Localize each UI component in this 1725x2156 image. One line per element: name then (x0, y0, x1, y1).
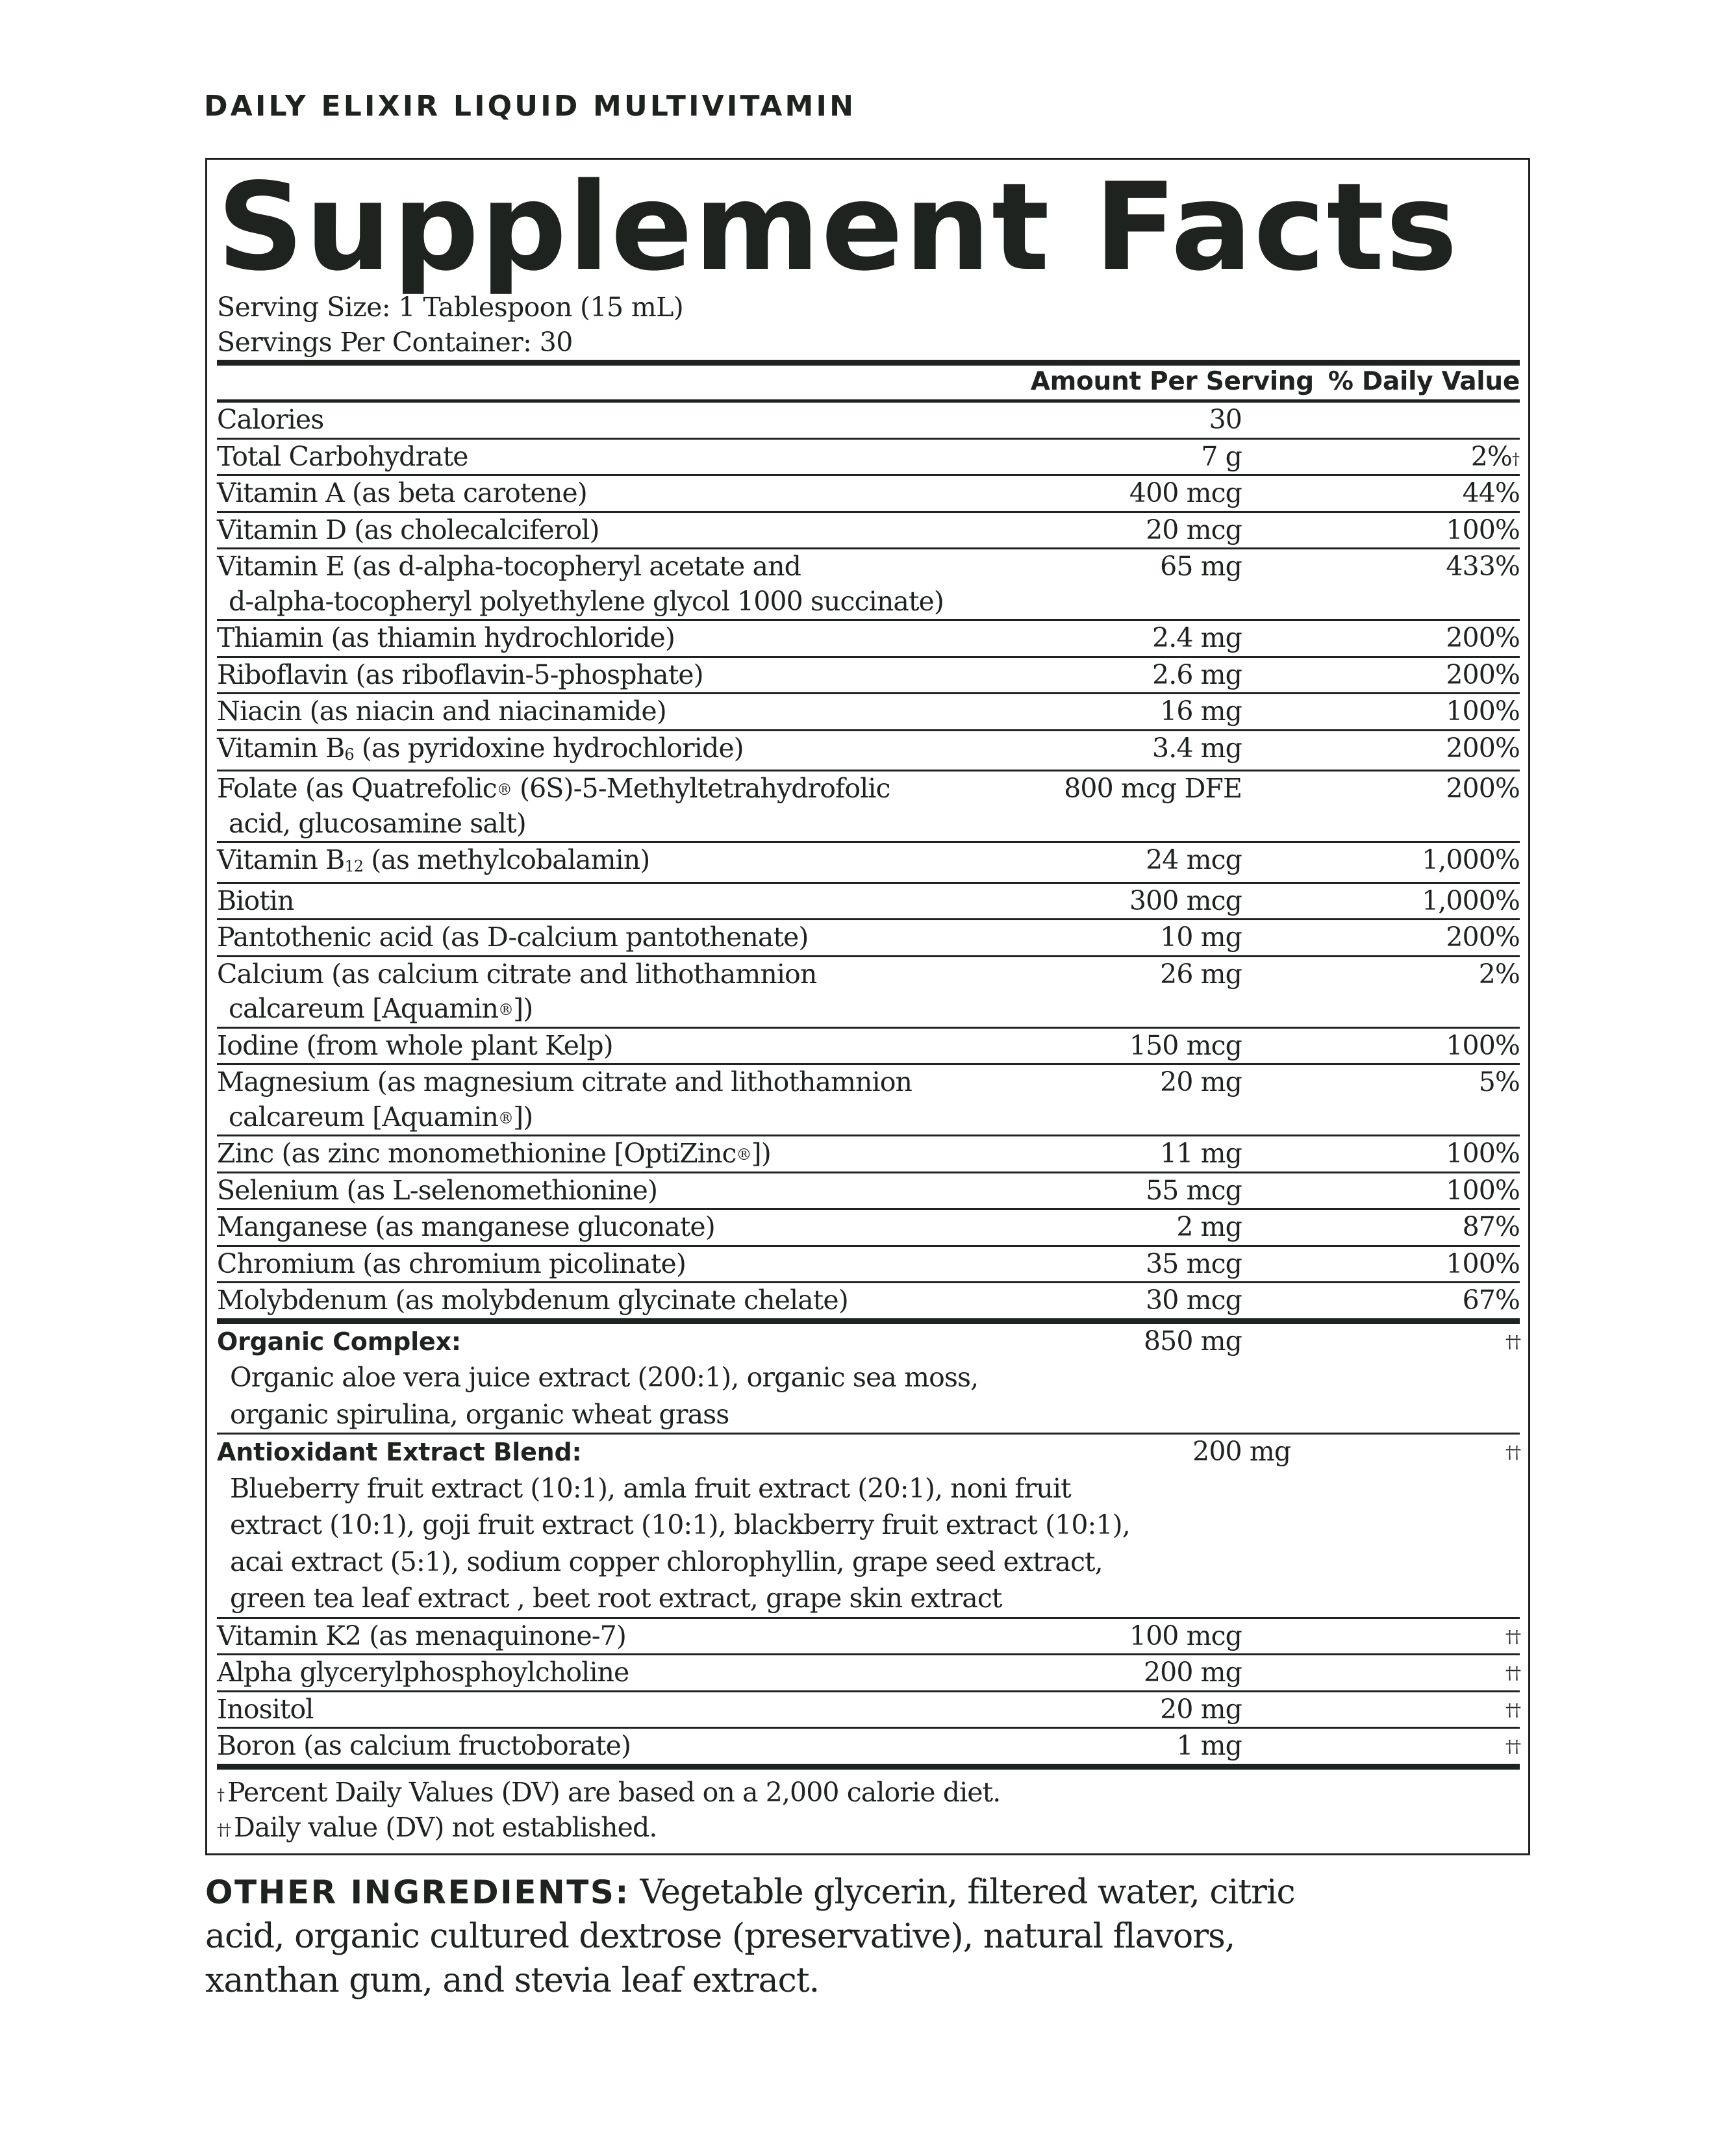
nutrient-row-boron (217, 1729, 1520, 1764)
name-suffix: (as pyridoxine hydrochloride) (353, 732, 744, 764)
blend-description-line: organic spirulina, organic wheat grass (230, 1398, 729, 1430)
nutrient-name-line2: acid, glucosamine salt) (229, 807, 526, 839)
blend-heading: Antioxidant Extract Blend: (217, 1438, 582, 1466)
footnotes (217, 1770, 1520, 1845)
nutrient-row-zinc (217, 1136, 1520, 1172)
registered-mark: ® (498, 1109, 514, 1127)
blend-row-antioxidant-extract (217, 1435, 1520, 1617)
nutrient-dv: 100% (1446, 1029, 1520, 1061)
nutrient-dv: 100% (1446, 1247, 1520, 1279)
other-ingredients-line: xanthan gum, and stevia leaf extract. (205, 1961, 820, 2000)
footnote-text: Percent Daily Values (DV) are based on a 2,000 calorie diet. (227, 1776, 1001, 1808)
nutrient-name (217, 1065, 1047, 1134)
nutrient-row-pantothenic-acid (217, 920, 1520, 955)
other-ingredients-label: OTHER INGREDIENTS: (205, 1874, 630, 1911)
blend-amount: 200 mg (1192, 1436, 1291, 1467)
nutrient-name: Vitamin A (as beta carotene) (217, 477, 587, 508)
nutrient-name: Calories (217, 404, 324, 435)
nutrient-name: Selenium (as L-selenomethionine) (217, 1174, 658, 1206)
nutrient-row-iodine (217, 1029, 1520, 1064)
nutrient-amount: 400 mcg (1129, 477, 1242, 508)
nutrient-amount: 30 (1209, 404, 1242, 435)
footnote-dv-not-established (217, 1810, 1520, 1845)
header-amount-per-serving: Amount Per Serving (1030, 367, 1314, 396)
double-dagger-mark: †† (1505, 1737, 1520, 1757)
nutrient-amount: 10 mg (1160, 921, 1242, 953)
other-ingredients (205, 1870, 1530, 2003)
nutrient-dv: 87% (1462, 1211, 1520, 1242)
name-prefix: calcareum [Aquamin (229, 993, 499, 1024)
name-prefix: Vitamin B (217, 732, 345, 764)
nutrient-amount: 55 mcg (1146, 1174, 1242, 1206)
nutrient-amount: 2 mg (1176, 1211, 1242, 1242)
nutrient-amount: 2.6 mg (1152, 658, 1242, 690)
nutrient-dv: 100% (1446, 1138, 1520, 1169)
name-suffix: (6S)-5-Methyltetrahydrofolic (511, 773, 890, 804)
nutrient-dv (1242, 1692, 1520, 1727)
nutrient-name: Molybdenum (as molybdenum glycinate chelate) (217, 1285, 848, 1316)
nutrient-amount: 16 mg (1160, 696, 1242, 727)
nutrient-dv (1242, 440, 1520, 475)
nutrient-dv: 1,000% (1422, 884, 1520, 916)
nutrient-amount: 7 g (1201, 440, 1242, 472)
nutrient-dv: 44% (1462, 477, 1520, 508)
nutrient-name (217, 549, 1047, 619)
registered-mark: ® (498, 1001, 514, 1019)
nutrient-dv: 100% (1446, 514, 1520, 545)
nutrient-amount: 1 mg (1176, 1730, 1242, 1761)
header-daily-value: % Daily Value (1328, 367, 1520, 396)
nutrient-dv: 200% (1446, 921, 1520, 953)
serving-info (217, 290, 1520, 360)
double-dagger-mark: †† (1505, 1332, 1520, 1352)
nutrient-name (217, 843, 1047, 882)
nutrient-name: Inositol (217, 1693, 314, 1725)
nutrient-amount: 30 mcg (1146, 1285, 1242, 1316)
double-dagger-mark: †† (217, 1820, 230, 1839)
nutrient-row-calories (217, 403, 1520, 438)
footnote-dv-basis (217, 1775, 1520, 1810)
nutrient-name (217, 771, 1047, 841)
blend-description-line: Blueberry fruit extract (10:1), amla fruit extract (20:1), noni fruit (230, 1472, 1071, 1504)
nutrient-name: Riboflavin (as riboflavin-5-phosphate) (217, 658, 703, 690)
nutrient-row-manganese (217, 1210, 1520, 1245)
double-dagger-mark: †† (1505, 1664, 1520, 1683)
serving-size: Serving Size: 1 Tablespoon (15 mL) (217, 292, 684, 323)
nutrient-name (217, 957, 1047, 1027)
name-suffix: ]) (513, 993, 533, 1024)
supplement-facts-panel (205, 158, 1530, 1855)
blend-description-line: Organic aloe vera juice extract (200:1), organic sea moss, (230, 1362, 979, 1393)
thick-divider (217, 360, 1520, 366)
nutrient-name-line1 (217, 773, 890, 804)
nutrient-name-line1: Calcium (as calcium citrate and lithothamnion (217, 958, 817, 990)
nutrient-name: Manganese (as manganese gluconate) (217, 1211, 715, 1242)
blend-name (217, 1435, 1130, 1617)
nutrient-name: Boron (as calcium fructoborate) (217, 1730, 631, 1761)
nutrient-name-line2: d-alpha-tocopheryl polyethylene glycol 1000 succinate) (229, 585, 944, 617)
dv-value: 2% (1470, 440, 1512, 472)
nutrient-dv: 2% (1478, 958, 1520, 990)
footnote-text: Daily value (DV) not established. (234, 1811, 657, 1843)
nutrient-row-niacin (217, 694, 1520, 729)
nutrient-row-total-carbohydrate (217, 440, 1520, 475)
nutrient-dv: 200% (1446, 732, 1520, 764)
name-subscript: 12 (344, 857, 364, 875)
nutrient-dv: 100% (1446, 696, 1520, 727)
nutrient-row-thiamin (217, 621, 1520, 656)
name-prefix: Vitamin B (217, 844, 345, 875)
panel-title: Supplement Facts (217, 157, 1459, 297)
nutrient-row-molybdenum (217, 1283, 1520, 1318)
name-prefix: Zinc (as zinc monomethionine [OptiZinc (217, 1138, 737, 1169)
dagger-mark: † (217, 1785, 223, 1804)
blend-amount: 850 mg (1143, 1325, 1242, 1357)
name-prefix: calcareum [Aquamin (229, 1101, 499, 1133)
registered-mark: ® (496, 781, 512, 799)
nutrient-name: Vitamin D (as cholecalciferol) (217, 514, 599, 545)
blend-name (217, 1324, 1047, 1433)
nutrient-amount: 150 mcg (1129, 1029, 1242, 1061)
nutrient-row-inositol (217, 1692, 1520, 1727)
panel-content (217, 157, 1520, 1845)
nutrient-row-folate (217, 771, 1520, 841)
nutrient-dv: 200% (1446, 658, 1520, 690)
nutrient-row-vitamin-b12 (217, 843, 1520, 882)
nutrient-name-line2 (217, 1100, 1047, 1135)
nutrient-dv (1242, 1655, 1520, 1690)
nutrient-dv: 433% (1446, 551, 1520, 582)
nutrient-row-chromium (217, 1247, 1520, 1282)
other-ingredients-line (205, 1870, 1530, 1914)
dagger-mark: † (1512, 449, 1520, 468)
nutrient-name: Vitamin K2 (as menaquinone-7) (217, 1620, 626, 1651)
thick-divider (217, 1318, 1520, 1324)
nutrient-row-magnesium (217, 1065, 1520, 1134)
nutrient-amount: 200 mg (1143, 1657, 1242, 1688)
column-headers (217, 366, 1520, 399)
name-suffix: (as methylcobalamin) (363, 844, 650, 875)
nutrient-row-vitamin-e (217, 549, 1520, 619)
nutrient-row-vitamin-k2 (217, 1619, 1520, 1654)
nutrient-dv: 1,000% (1422, 844, 1520, 875)
nutrient-row-alpha-gpc (217, 1655, 1520, 1690)
double-dagger-mark: †† (1505, 1627, 1520, 1647)
nutrient-amount: 20 mg (1160, 1066, 1242, 1097)
nutrient-row-vitamin-a (217, 476, 1520, 511)
name-prefix: Folate (as Quatrefolic (217, 773, 497, 804)
nutrient-name-line2 (217, 992, 1047, 1027)
nutrient-amount: 3.4 mg (1152, 732, 1242, 764)
blend-heading: Organic Complex: (217, 1327, 461, 1356)
nutrient-amount: 20 mg (1160, 1693, 1242, 1725)
nutrient-row-riboflavin (217, 658, 1520, 693)
nutrient-name: Total Carbohydrate (217, 440, 468, 472)
nutrient-row-calcium (217, 957, 1520, 1027)
servings-per-container: Servings Per Container: 30 (217, 327, 573, 358)
blend-dv (1291, 1435, 1520, 1470)
product-name: DAILY ELIXIR LIQUID MULTIVITAMIN (204, 90, 857, 123)
other-ingredients-line: acid, organic cultured dextrose (preservative), natural flavors, (205, 1917, 1235, 1956)
nutrient-amount: 11 mg (1160, 1138, 1242, 1169)
nutrient-name (217, 731, 1047, 770)
nutrient-name: Biotin (217, 884, 294, 916)
nutrient-name (217, 1136, 1047, 1172)
nutrient-row-vitamin-b6 (217, 731, 1520, 770)
nutrient-dv: 5% (1478, 1066, 1520, 1097)
blend-description-line: extract (10:1), goji fruit extract (10:1), blackberry fruit extract (10:1), (230, 1509, 1130, 1540)
nutrient-amount: 26 mg (1160, 958, 1242, 990)
name-suffix: ]) (513, 1101, 533, 1133)
nutrient-dv: 100% (1446, 1174, 1520, 1206)
nutrient-amount: 100 mcg (1129, 1620, 1242, 1651)
nutrient-dv (1242, 1619, 1520, 1654)
other-ingredients-text: Vegetable glycerin, filtered water, citric (629, 1873, 1295, 1912)
nutrient-name: Niacin (as niacin and niacinamide) (217, 696, 666, 727)
name-subscript: 6 (344, 745, 354, 764)
blend-description-line: green tea leaf extract , beet root extract, grape skin extract (230, 1583, 1002, 1614)
nutrient-name-line1: Vitamin E (as d-alpha-tocopheryl acetate and (217, 551, 801, 582)
nutrient-row-selenium (217, 1173, 1520, 1209)
nutrient-name: Alpha glycerylphosphoylcholine (217, 1657, 629, 1688)
registered-mark: ® (736, 1146, 751, 1164)
nutrient-amount: 300 mcg (1129, 884, 1242, 916)
nutrient-name: Iodine (from whole plant Kelp) (217, 1029, 613, 1061)
nutrient-amount: 35 mcg (1146, 1247, 1242, 1279)
nutrient-amount: 20 mcg (1146, 514, 1242, 545)
nutrient-dv: 200% (1446, 622, 1520, 653)
nutrient-name: Chromium (as chromium picolinate) (217, 1247, 686, 1279)
nutrient-amount: 24 mcg (1146, 844, 1242, 875)
blend-dv (1242, 1324, 1520, 1359)
double-dagger-mark: †† (1505, 1443, 1520, 1462)
nutrient-dv (1242, 1729, 1520, 1764)
nutrient-row-biotin (217, 884, 1520, 919)
blend-description-line: acai extract (5:1), sodium copper chlorophyllin, grape seed extract, (230, 1546, 1103, 1577)
nutrient-name: Pantothenic acid (as D-calcium pantothenate) (217, 921, 809, 953)
name-suffix: ]) (751, 1138, 771, 1169)
nutrient-name-line1: Magnesium (as magnesium citrate and lithothamnion (217, 1066, 913, 1097)
nutrient-dv: 200% (1446, 773, 1520, 804)
blend-row-organic-complex (217, 1324, 1520, 1433)
thick-divider (217, 1764, 1520, 1770)
nutrient-dv: 67% (1462, 1285, 1520, 1316)
nutrient-amount: 800 mcg DFE (1064, 773, 1242, 804)
nutrient-row-vitamin-d (217, 513, 1520, 548)
double-dagger-mark: †† (1505, 1700, 1520, 1720)
nutrient-name: Thiamin (as thiamin hydrochloride) (217, 622, 675, 653)
nutrient-amount: 2.4 mg (1152, 622, 1242, 653)
nutrient-amount: 65 mg (1160, 551, 1242, 582)
